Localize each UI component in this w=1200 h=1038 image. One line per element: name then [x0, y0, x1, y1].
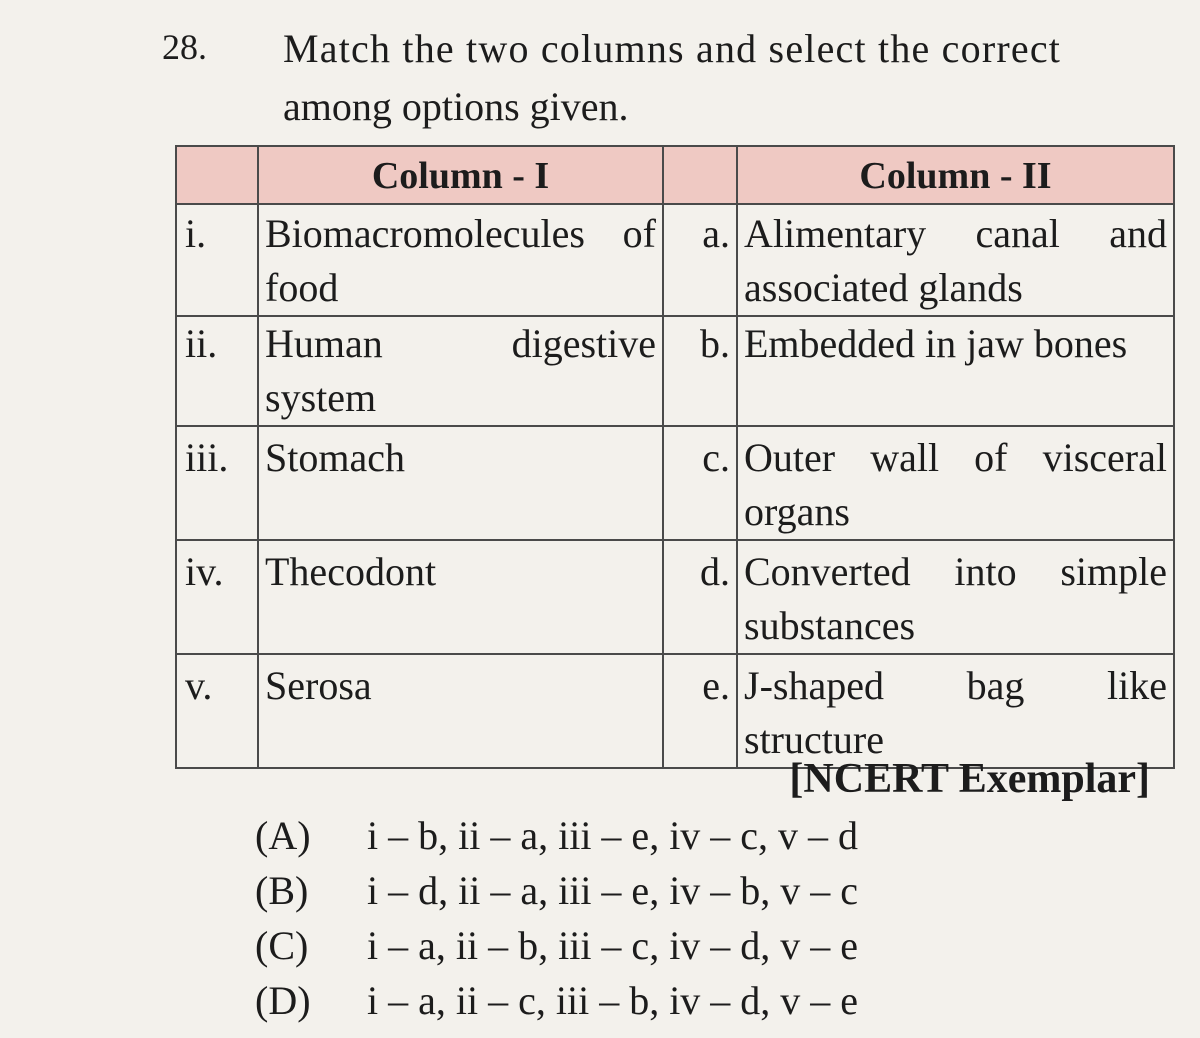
column-1-header: Column - I [258, 146, 663, 204]
table-row [176, 426, 1174, 540]
question-text [283, 20, 1173, 136]
option-text: i – b, ii – a, iii – e, iv – c, v – d [367, 813, 859, 858]
column-1-item: Stomach [258, 426, 663, 540]
option-label: (D) [255, 978, 311, 1023]
option-label: (C) [255, 923, 309, 968]
column-1-item: Thecodont [258, 540, 663, 654]
row-number: iv. [176, 540, 258, 654]
column-2-item: Embedded in jaw bones [737, 316, 1174, 426]
row-letter: b. [663, 316, 737, 426]
row-letter: c. [663, 426, 737, 540]
row-letter: a. [663, 204, 737, 316]
column-2-item: J-shaped bag like structure [737, 654, 1174, 768]
option-text: i – d, ii – a, iii – e, iv – b, v – c [367, 868, 859, 913]
option-d[interactable] [255, 973, 858, 1028]
row-number: ii. [176, 316, 258, 426]
row-number: iii. [176, 426, 258, 540]
table-row [176, 316, 1174, 426]
option-b[interactable] [255, 863, 858, 918]
table-row [176, 204, 1174, 316]
option-label: (B) [255, 868, 309, 913]
header-spacer-2 [663, 146, 737, 204]
answer-options [255, 808, 858, 1028]
match-table [175, 145, 1175, 769]
question-line-2: among options given. [283, 84, 629, 129]
option-text: i – a, ii – b, iii – c, iv – d, v – e [367, 923, 859, 968]
option-c[interactable] [255, 918, 858, 973]
option-text: i – a, ii – c, iii – b, iv – d, v – e [367, 978, 859, 1023]
table-row [176, 540, 1174, 654]
column-1-item: Biomacromolecules of food [258, 204, 663, 316]
row-number: v. [176, 654, 258, 768]
option-label: (A) [255, 813, 311, 858]
column-2-item: Alimentary canal and associated glands [737, 204, 1174, 316]
question-line-1: Match the two columns and select the correct [283, 26, 1062, 71]
column-2-header: Column - II [737, 146, 1174, 204]
source-citation: [NCERT Exemplar] [789, 756, 1150, 802]
question-number: 28. [162, 27, 207, 67]
column-1-item: Human digestive system [258, 316, 663, 426]
table-row [176, 654, 1174, 768]
column-1-item: Serosa [258, 654, 663, 768]
row-number: i. [176, 204, 258, 316]
table-header-row [176, 146, 1174, 204]
row-letter: d. [663, 540, 737, 654]
header-spacer-1 [176, 146, 258, 204]
column-2-item: Converted into simple substances [737, 540, 1174, 654]
column-2-item: Outer wall of visceral organs [737, 426, 1174, 540]
option-a[interactable] [255, 808, 858, 863]
row-letter: e. [663, 654, 737, 768]
